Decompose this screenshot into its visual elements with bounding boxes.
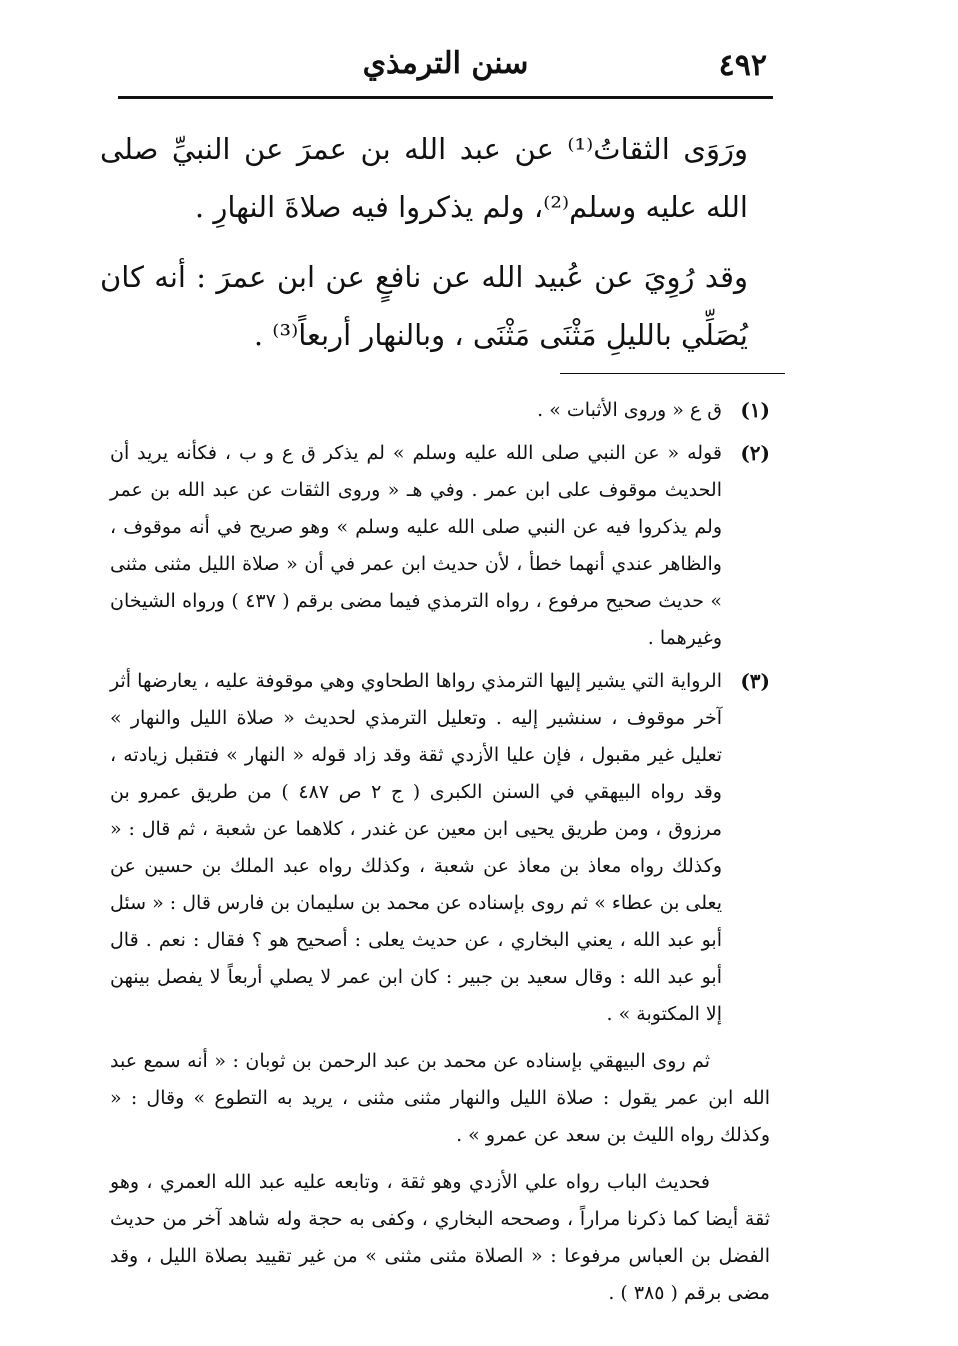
main-paragraph-1: ورَوَى الثقاتُ⁽¹⁾ عن عبد الله بن عمرَ عن النبيِّ صلى الله عليه وسلم⁽²⁾، ولم يذكروا فيه صلاةَ النهارِ . xyxy=(100,132,748,224)
page-number: ٤٩٢ xyxy=(718,48,767,83)
main-paragraph-2: وقد رُوِيَ عن عُبيد الله عن نافعٍ عن ابن عمرَ : أنه كان يُصَلِّي بالليلِ مَثْنَى مَثْنَى ، وبالنهار أربعاً⁽³⁾ . xyxy=(100,260,748,352)
footnote-text: الرواية التي يشير إليها الترمذي رواها الطحاوي وهي موقوفة عليه ، يعارضها أثر آخر موقوف ، سنشير إليه . وتعليل الترمذي لحديث « صلاة الليل والنهار » تعليل غير مقبول ، فإن عليا الأزدي ثقة وقد زاد قوله « النهار » فتقبل زيادته ، وقد رواه البيهقي في السنن الكبرى ( ج ٢ ص ٤٨٧ ) من طريق عمرو بن مرزوق ، ومن طريق يحيى ابن معين عن غندر ، كلاهما عن شعبة ، ثم قال : « وكذلك رواه معاذ بن معاذ عن شعبة ، وكذلك رواه عبد الملك بن حسين عن يعلى بن عطاء » ثم روى بإسناده عن محمد بن سليمان بن فارس قال : « سئل أبو عبد الله ، يعني البخاري ، عن حديث يعلى : أصحيح هو ؟ فقال : نعم . قال أبو عبد الله : وقال سعيد بن جبير : كان ابن عمر لا يصلي أربعاً لا يفصل بينهن إلا المكتوبة » . xyxy=(110,670,722,1025)
footnote-marker: (٢) xyxy=(740,441,770,465)
footnote-1 xyxy=(110,392,770,429)
footnote-text: قوله « عن النبي صلى الله عليه وسلم » لم يذكر ق ع و ب ، فكأنه يريد أن الحديث موقوف على ابن عمر . وفي هـ « وروى الثقات عن عبد الله بن عمر ولم يذكروا فيه عن النبي صلى الله عليه وسلم » وهو صريح في أنه موقوف ، والظاهر عندي أنهما خطأ ، لأن حديث ابن عمر في أن « صلاة الليل مثنى مثنى » حديث صحيح مرفوع ، رواه الترمذي فيما مضى برقم ( ٤٣٧ ) ورواه الشيخان وغيرهما . xyxy=(110,442,722,649)
footnote-marker: (١) xyxy=(740,398,770,422)
main-text xyxy=(100,120,748,364)
header-rule xyxy=(118,96,773,99)
footnote-3 xyxy=(110,663,770,1033)
footnote-continuation-2: فحديث الباب رواه علي الأزدي وهو ثقة ، وتابعه عليه عبد الله العمري ، وهو ثقة أيضا كما ذكرنا مراراً ، وصححه البخاري ، وكفى به حجة وله شاهد آخر من حديث الفضل بن العباس مرفوعا : « الصلاة مثنى مثنى » من غير تقييد بصلاة الليل ، وقد مضى برقم ( ٣٨٥ ) . xyxy=(110,1171,770,1304)
footnote-marker: (٣) xyxy=(740,669,770,693)
footnote-text: ق ع « وروى الأثبات » . xyxy=(537,399,722,421)
footnotes xyxy=(110,392,770,1312)
running-title: سنن الترمذي xyxy=(362,46,529,81)
page-header xyxy=(118,38,773,98)
footnote-continuation-1: ثم روى البيهقي بإسناده عن محمد بن عبد الرحمن بن ثوبان : « أنه سمع عبد الله ابن عمر يقول : صلاة الليل والنهار مثنى مثنى ، يريد به التطوع » وقال : « وكذلك رواه الليث بن سعد عن عمرو » . xyxy=(110,1050,770,1146)
footnote-separator xyxy=(560,373,785,374)
footnote-2 xyxy=(110,435,770,657)
